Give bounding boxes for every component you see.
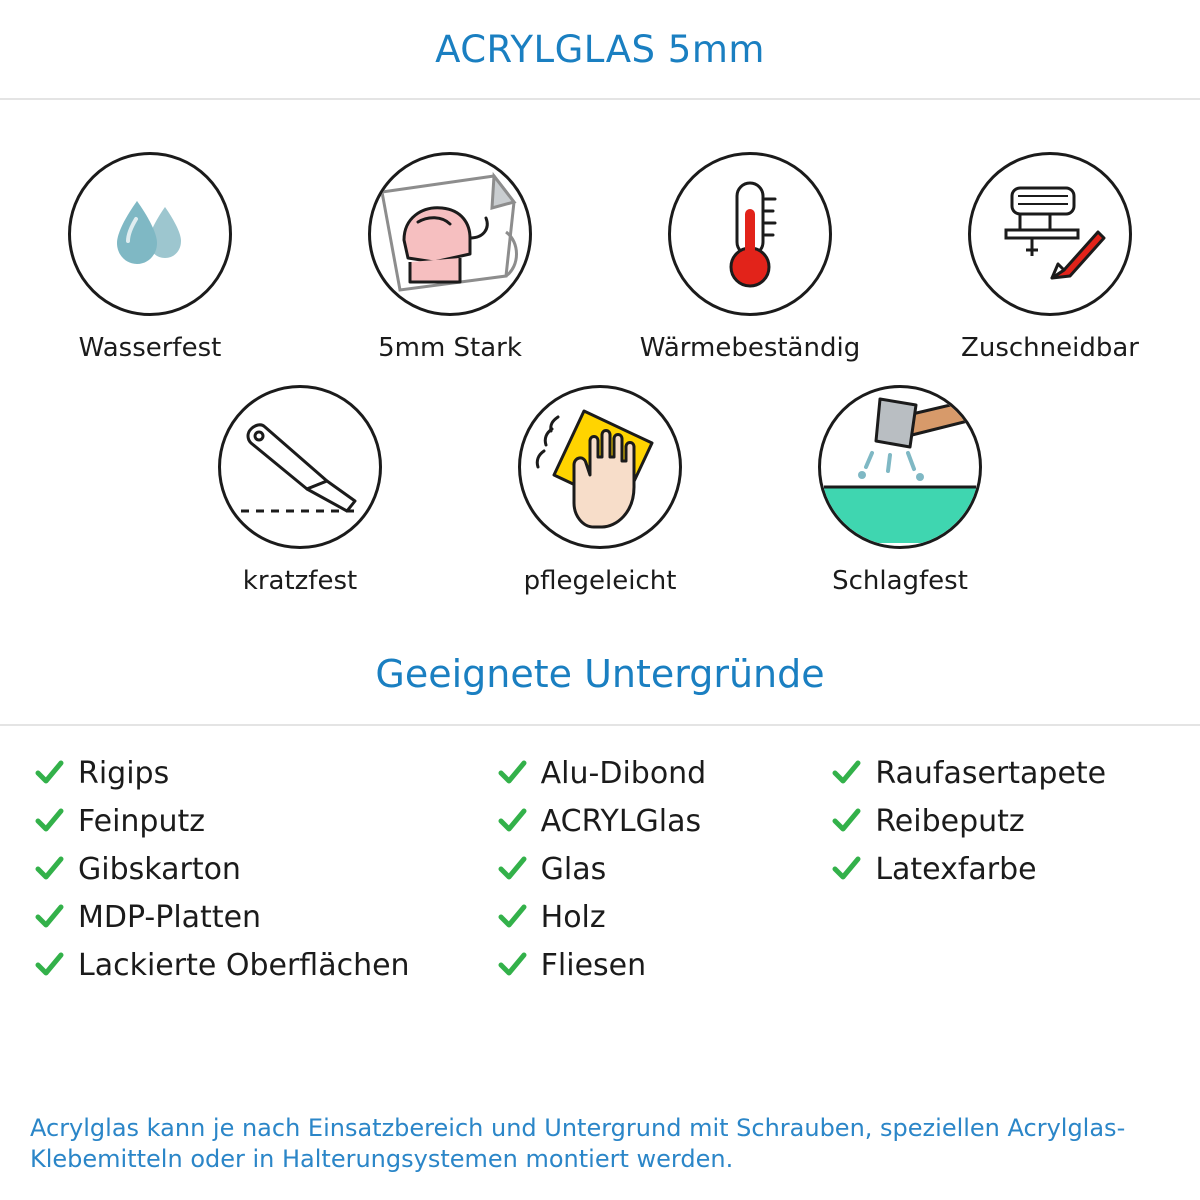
check-icon: [497, 758, 527, 788]
substrates-column-1: [34, 752, 497, 986]
list-item-label: Rigips: [78, 755, 170, 791]
substrates-title: Geeignete Untergründe: [375, 652, 825, 696]
check-icon: [34, 854, 64, 884]
thermometer-icon: [695, 175, 805, 293]
list-item-label: Alu-Dibond: [540, 755, 707, 791]
feature-label: pflegeleicht: [523, 566, 677, 596]
feature-row-2: [0, 385, 1200, 596]
substrates-header: [0, 652, 1200, 696]
list-item: [497, 800, 832, 842]
feature-label: 5mm Stark: [378, 333, 522, 363]
list-item-label: Gibskarton: [78, 851, 241, 887]
check-icon: [497, 854, 527, 884]
list-item-label: ACRYLGlas: [540, 803, 702, 839]
check-icon: [497, 902, 527, 932]
feature-icon-circle: [218, 385, 382, 549]
list-item: [831, 848, 1166, 890]
list-item-label: Glas: [540, 851, 607, 887]
list-item: [831, 752, 1166, 794]
list-item-label: Raufasertapete: [875, 755, 1107, 791]
list-item: [497, 896, 832, 938]
list-item: [497, 848, 832, 890]
feature-icon-circle: [968, 152, 1132, 316]
feature-label: Wärmebeständig: [639, 333, 861, 363]
jigsaw-cutter-icon: [990, 174, 1110, 294]
check-icon: [34, 950, 64, 980]
check-icon: [497, 806, 527, 836]
feature-label: Schlagfest: [832, 566, 968, 596]
feature-icon-circle: [518, 385, 682, 549]
strong-arm-icon: [374, 158, 526, 310]
feature-grid: [0, 100, 1200, 596]
feature-row-1: [0, 152, 1200, 363]
list-item-label: Lackierte Oberflächen: [78, 947, 410, 983]
cleaning-hand-cloth-icon: [524, 391, 676, 543]
list-item: [34, 752, 497, 794]
list-item: [831, 800, 1166, 842]
feature-label: kratzfest: [242, 566, 358, 596]
feature-label: Wasserfest: [78, 333, 222, 363]
check-icon: [831, 758, 861, 788]
list-item: [497, 944, 832, 986]
substrates-column-3: [831, 752, 1166, 986]
water-drops-icon: [95, 179, 205, 289]
feature-schlagfest: [780, 385, 1020, 596]
list-item-label: Fliesen: [540, 947, 647, 983]
feature-5mm-stark: [330, 152, 570, 363]
check-icon: [831, 806, 861, 836]
list-item: [497, 752, 832, 794]
list-item: [34, 848, 497, 890]
check-icon: [34, 806, 64, 836]
substrates-column-2: [497, 752, 832, 986]
feature-icon-circle: [68, 152, 232, 316]
check-icon: [497, 950, 527, 980]
list-item: [34, 944, 497, 986]
page-title: ACRYLGLAS 5mm: [435, 27, 765, 71]
list-item-label: Holz: [540, 899, 606, 935]
hammer-impact-icon: [824, 391, 976, 543]
list-item-label: Reibeputz: [875, 803, 1025, 839]
list-item-label: Latexfarbe: [875, 851, 1037, 887]
substrates-list: [0, 726, 1200, 986]
list-item-label: MDP-Platten: [78, 899, 262, 935]
check-icon: [34, 902, 64, 932]
list-item: [34, 896, 497, 938]
feature-wasserfest: [30, 152, 270, 363]
knife-scratch-icon: [235, 407, 365, 527]
feature-pflegeleicht: [480, 385, 720, 596]
list-item: [34, 800, 497, 842]
page-header: [0, 0, 1200, 100]
feature-label: Zuschneidbar: [961, 333, 1139, 363]
mounting-note: Acrylglas kann je nach Einsatzbereich und Untergrund mit Schrauben, speziellen Acrylglas-Klebemitteln oder in Halterungsystemen montiert werden.: [30, 1113, 1126, 1174]
check-icon: [34, 758, 64, 788]
feature-icon-circle: [368, 152, 532, 316]
check-icon: [831, 854, 861, 884]
list-item-label: Feinputz: [78, 803, 205, 839]
feature-icon-circle: [668, 152, 832, 316]
feature-waermebestaendig: [630, 152, 870, 363]
feature-kratzfest: [180, 385, 420, 596]
feature-icon-circle: [818, 385, 982, 549]
feature-zuschneidbar: [930, 152, 1170, 363]
